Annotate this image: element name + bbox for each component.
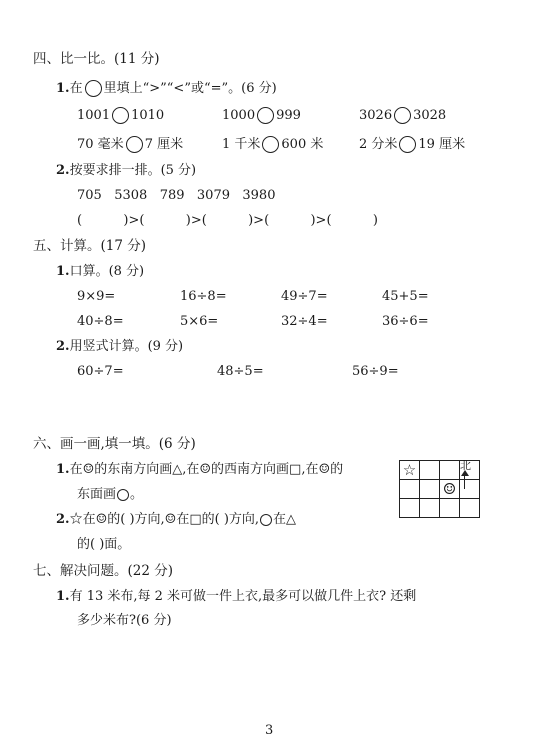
calc-item: 56÷9= — [352, 364, 399, 379]
compare-item: 3026 3028 — [359, 108, 447, 123]
section-4-title: 四、比一比。(11 分) — [33, 51, 160, 67]
section-6-title: 六、画一画,填一填。(6 分) — [33, 436, 196, 452]
smile-icon: ☺ — [164, 512, 177, 527]
answer-circle-icon — [85, 80, 102, 97]
north-arrow-shaft — [464, 473, 465, 489]
smile-icon: ☺ — [82, 462, 95, 477]
smile-icon: ☺ — [95, 512, 108, 527]
order-blanks[interactable]: ( )>( )>( )>( )>( ) — [77, 213, 378, 228]
calc-item: 48÷5= — [217, 364, 264, 379]
compare-item: 1000 999 — [222, 108, 301, 123]
question-4-2: 2.按要求排一排。(5 分) — [56, 163, 197, 178]
compare-item: 1 千米 600 米 — [222, 137, 324, 152]
question-5-1: 1.口算。(8 分) — [56, 264, 145, 279]
section-7-title: 七、解决问题。(22 分) — [33, 563, 174, 579]
answer-circle-icon[interactable] — [257, 107, 274, 124]
calc-item: 45+5= — [382, 289, 429, 304]
smile-icon: ☺ — [318, 462, 331, 477]
calc-item: 36÷6= — [382, 314, 429, 329]
question-number: 1. — [56, 81, 70, 96]
question-6-1-cont: 东面画 。 — [77, 487, 144, 502]
answer-circle-icon[interactable] — [394, 107, 411, 124]
question-5-2: 2.用竖式计算。(9 分) — [56, 339, 184, 354]
section-5-title: 五、计算。(17 分) — [33, 238, 147, 254]
question-4-1: 1.在 里填上“>”“<”或“=”。(6 分) — [56, 81, 277, 96]
answer-circle-icon[interactable] — [262, 136, 279, 153]
answer-circle-icon[interactable] — [112, 107, 129, 124]
compare-item: 1001 1010 — [77, 108, 165, 123]
calc-item: 49÷7= — [281, 289, 328, 304]
answer-circle-icon[interactable] — [126, 136, 143, 153]
number-list: 705 5308 789 3079 3980 — [77, 188, 276, 203]
circle-icon — [117, 489, 129, 501]
calc-item: 5×6= — [180, 314, 219, 329]
question-7-1-cont: 多少米布?(6 分) — [77, 613, 172, 628]
compare-item: 70 毫米 7 厘米 — [77, 137, 184, 152]
north-label: 北 — [460, 459, 471, 472]
question-7-1: 1.有 13 米布,每 2 米可做一件上衣,最多可以做几件上衣? 还剩 — [56, 589, 417, 604]
calc-item: 60÷7= — [77, 364, 124, 379]
smile-icon: ☺ — [440, 480, 460, 499]
calc-item: 9×9= — [77, 289, 116, 304]
circle-icon — [260, 514, 272, 526]
calc-item: 40÷8= — [77, 314, 124, 329]
question-6-2-cont: 的( )面。 — [77, 537, 131, 552]
page-number: 3 — [265, 723, 274, 738]
smile-icon: ☺ — [199, 462, 212, 477]
compare-item: 2 分米 19 厘米 — [359, 137, 466, 152]
calc-item: 16÷8= — [180, 289, 227, 304]
question-6-2: 2.☆在☺的( )方向,☺在□的( )方向, 在△ — [56, 512, 297, 527]
star-icon: ☆ — [400, 461, 420, 480]
question-6-1: 1.在☺的东南方向画△,在☺的西南方向画□,在☺的 — [56, 462, 344, 477]
answer-circle-icon[interactable] — [399, 136, 416, 153]
calc-item: 32÷4= — [281, 314, 328, 329]
